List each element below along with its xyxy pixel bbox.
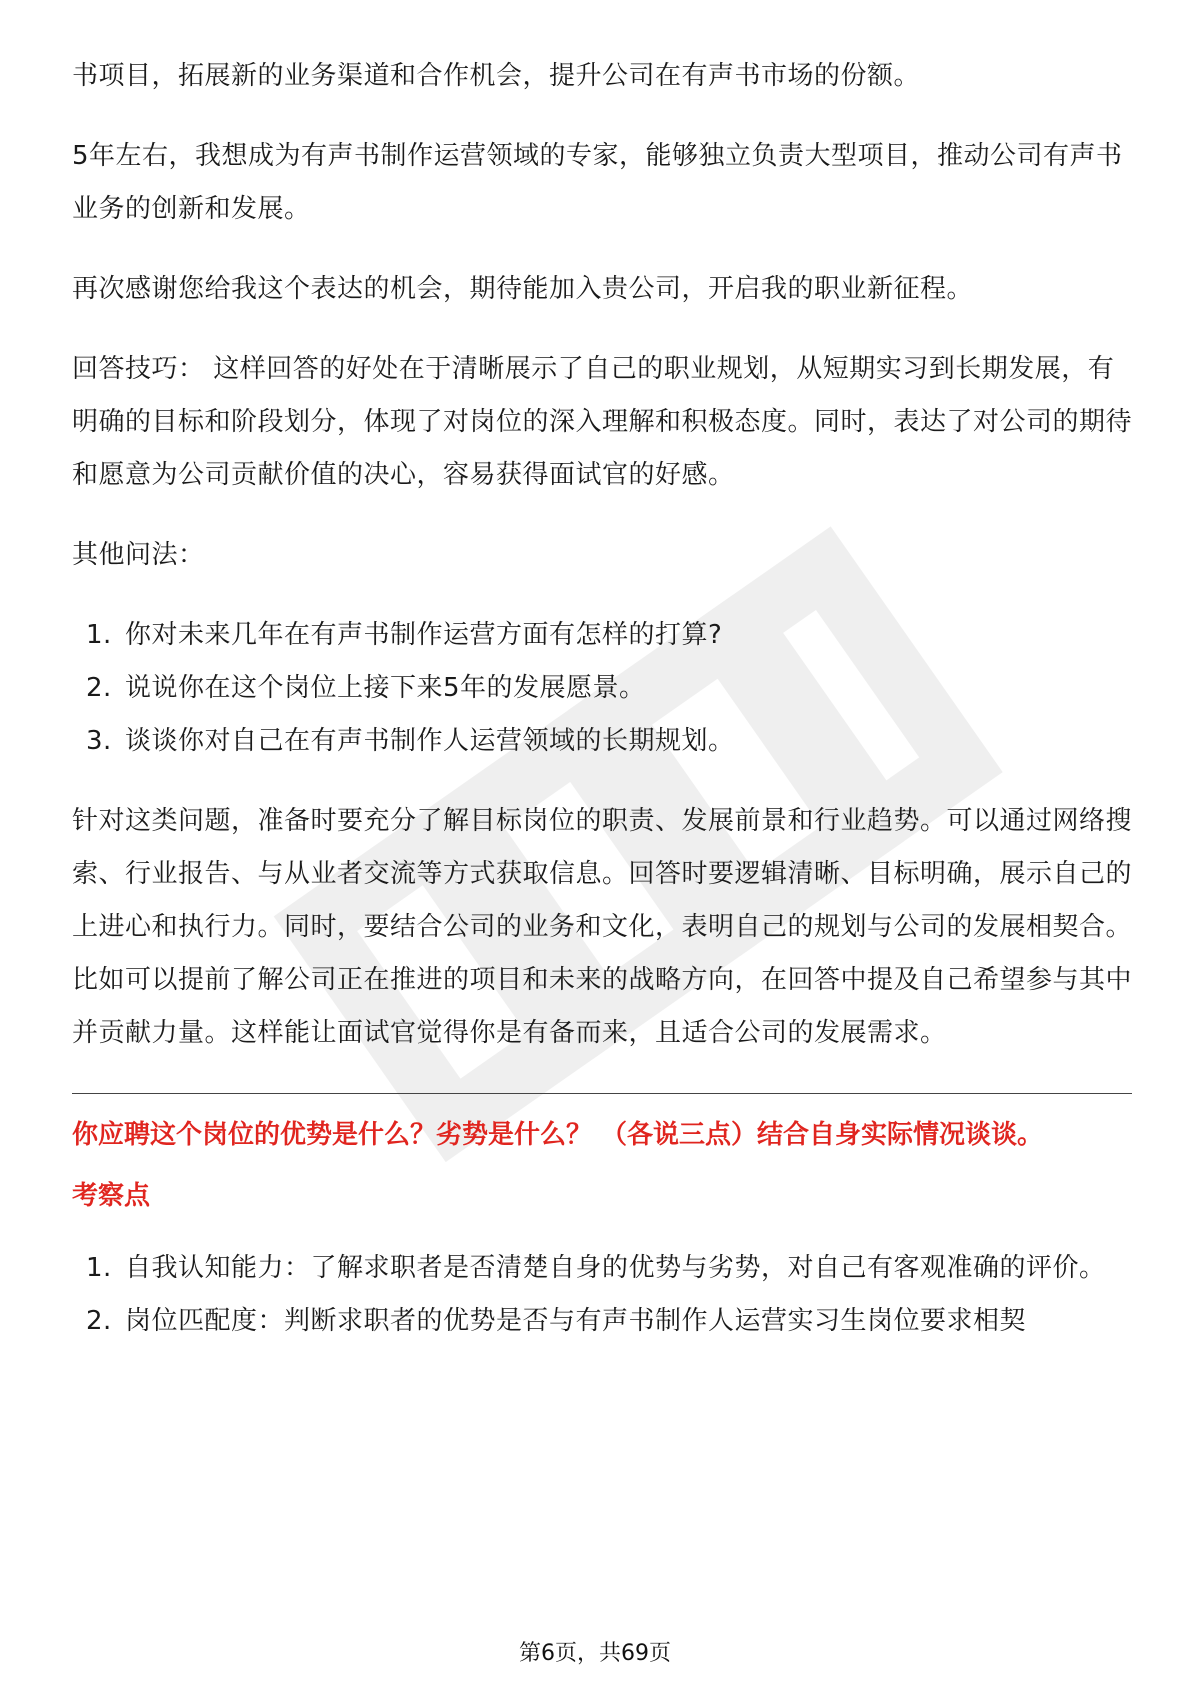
paragraph-thanks: 再次感谢您给我这个表达的机会，期待能加入贵公司，开启我的职业新征程。 [72, 274, 974, 304]
document-body [72, 50, 1132, 1348]
paragraph-other-asks: 其他问法： [72, 540, 205, 570]
other-questions-list [72, 609, 1132, 768]
list-item: 2. 说说你在这个岗位上接下来5年的发展愿景。 [86, 673, 646, 703]
focus-heading: 考察点 [72, 1181, 151, 1211]
paragraph-advice: 针对这类问题，准备时要充分了解目标岗位的职责、发展前景和行业趋势。可以通过网络搜索、行业报告、与从业者交流等方式获取信息。回答时要逻辑清晰、目标明确，展示自己的上进心和执行力。同时，要结合公司的业务和文化，表明自己的规划与公司的发展相契合。比如可以提前了解公司正在推进的项目和未来的战略方向，在回答中提及自己希望参与其中并贡献力量。这样能让面试官觉得你是有备而来，且适合公司的发展需求。 [72, 806, 1133, 1048]
list-item: 1. 你对未来几年在有声书制作运营方面有怎样的打算? [86, 620, 723, 650]
paragraph-answer-tips: 回答技巧： 这样回答的好处在于清晰展示了自己的职业规划，从短期实习到长期发展，有明确的目标和阶段划分，体现了对岗位的深入理解和积极态度。同时，表达了对公司的期待和愿意为公司贡献价值的决心，容易获得面试官的好感。 [72, 354, 1133, 490]
section-divider [72, 1093, 1132, 1094]
page-footer: 第6页，共69页 [519, 1641, 671, 1666]
paragraph-continuation: 书项目，拓展新的业务渠道和合作机会，提升公司在有声书市场的份额。 [72, 61, 921, 91]
focus-points-list [72, 1242, 1132, 1348]
list-item: 1. 自我认知能力：了解求职者是否清楚自身的优势与劣势，对自己有客观准确的评价。 [86, 1253, 1106, 1283]
question-heading: 你应聘这个岗位的优势是什么？劣势是什么？ （各说三点）结合自身实际情况谈谈。 [72, 1120, 1044, 1150]
list-item: 2. 岗位匹配度：判断求职者的优势是否与有声书制作人运营实习生岗位要求相契 [86, 1306, 1027, 1336]
list-item: 3. 谈谈你对自己在有声书制作人运营领域的长期规划。 [86, 726, 735, 756]
paragraph-five-year-plan: 5年左右，我想成为有声书制作运营领域的专家，能够独立负责大型项目，推动公司有声书业务的创新和发展。 [72, 141, 1123, 224]
